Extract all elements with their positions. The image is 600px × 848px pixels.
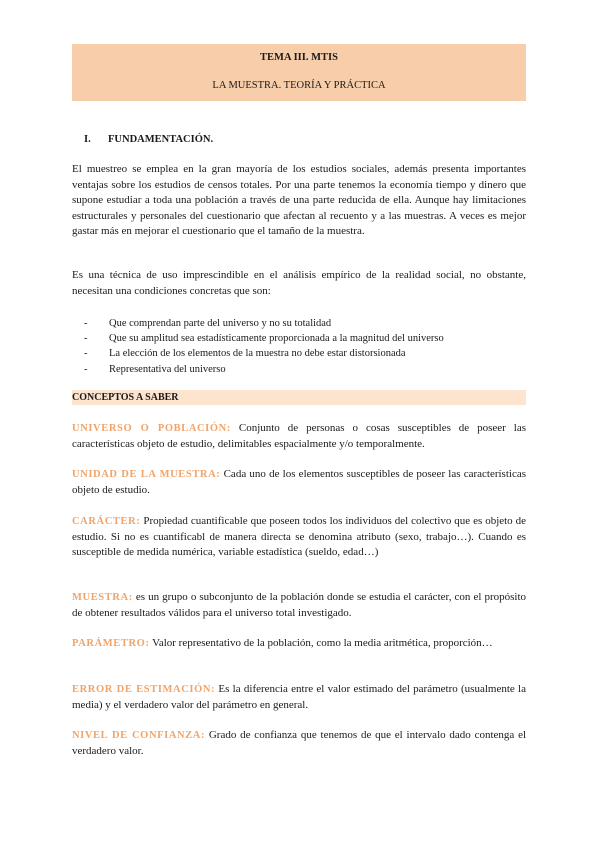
- list-item: - Representativa del universo: [84, 363, 226, 375]
- document-title: TEMA III. MTIS: [260, 52, 338, 63]
- concept-definition: Valor representativo de la población, como la media aritmética, proporción…: [149, 637, 493, 649]
- list-item: - Que comprendan parte del universo y no su totalidad: [84, 318, 332, 329]
- concept-universo: [72, 421, 526, 452]
- concept-term: CARÁCTER:: [72, 516, 141, 527]
- concept-nivel-confianza: [72, 728, 526, 759]
- document-subtitle: LA MUESTRA. TEORÍA Y PRÁCTICA: [212, 80, 386, 91]
- paragraph: Es una técnica de uso imprescindible en el análisis empírico de la realidad social, no obstante, necesitan una condiciones concretas que son:: [72, 269, 526, 297]
- concept-unidad-muestra: [72, 467, 526, 498]
- concept-term: UNIVERSO O POBLACIÓN:: [72, 423, 231, 434]
- concept-term: PARÁMETRO:: [72, 638, 150, 649]
- concept-term: ERROR DE ESTIMACIÓN:: [72, 684, 216, 695]
- concept-parametro: [72, 636, 526, 652]
- concept-definition: Cada uno de los elementos susceptibles de poseer las características objeto de estudio.: [72, 468, 526, 496]
- concept-term: UNIDAD DE LA MUESTRA:: [72, 469, 221, 480]
- title-banner: [72, 44, 526, 101]
- concepts-heading: CONCEPTOS A SABER: [72, 390, 526, 405]
- section-heading: [84, 134, 213, 145]
- section-title: FUNDAMENTACIÓN.: [108, 134, 214, 145]
- concept-definition: Propiedad cuantificable que poseen todos los individuos del colectivo que es objeto de estudio. Si no es cuantificabl de manera directa se denomina atributo (sexo, trabajo…). Cuando es susceptible de medida numérica, variable estadística (sueldo, edad…): [72, 515, 526, 558]
- concept-definition: es un grupo o subconjunto de la población donde se estudia el carácter, con el propósito de obtener resultados válidos para el universo total investigado.: [72, 591, 526, 619]
- concept-term: NIVEL DE CONFIANZA:: [72, 730, 206, 741]
- concept-error-estimacion: [72, 682, 526, 713]
- concept-muestra: [72, 590, 526, 621]
- concept-definition: Es la diferencia entre el valor estimado del parámetro (usualmente la media) y el verdadero valor del parámetro en general.: [72, 683, 526, 711]
- list-item: - La elección de los elementos de la muestra no debe estar distorsionada: [84, 348, 406, 360]
- conditions-list: [84, 316, 524, 377]
- concept-caracter: [72, 514, 526, 561]
- concept-definition: Conjunto de personas o cosas susceptibles de poseer las características objeto de estudio, delimitables espacialmente y/o temporalmente.: [72, 422, 526, 450]
- section-number: I.: [84, 134, 91, 145]
- concept-definition: Grado de confianza que tenemos de que el intervalo dado contenga el verdadero valor.: [72, 729, 527, 757]
- concept-term: MUESTRA:: [72, 592, 133, 603]
- paragraph: El muestreo se emplea en la gran mayoría de los estudios sociales, además presenta importantes ventajas sobre los estudios de censos totales. Por una parte tenemos la economía tiempo y dinero que supone estudiar a toda una población a través de una parte reducida de ella. Aunque hay limitaciones estructurales y personales del cuestionario que afectan al recuento y a las muestras. A veces es mejor gastar más en mejorar el cuestionario que el tamaño de la muestra.: [72, 163, 526, 237]
- list-item: - Que su amplitud sea estadísticamente proporcionada a la magnitud del universo: [84, 333, 444, 345]
